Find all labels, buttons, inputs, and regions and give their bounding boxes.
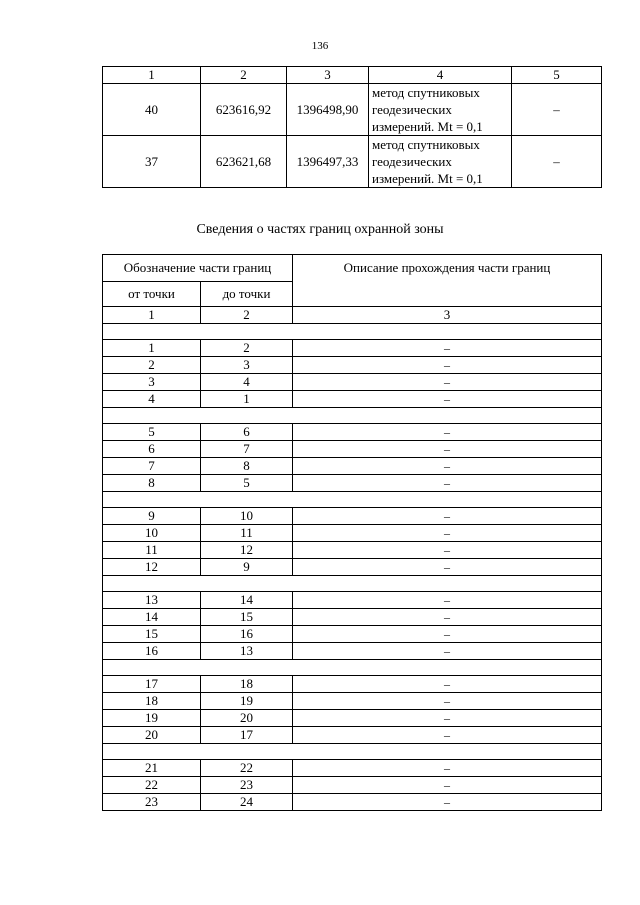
group-separator-cell: [103, 492, 602, 508]
description-value: –: [293, 609, 602, 626]
from-point: 21: [103, 760, 201, 777]
to-point: 7: [201, 441, 293, 458]
table-row: [103, 626, 602, 643]
to-point: 3: [201, 357, 293, 374]
to-point: 10: [201, 508, 293, 525]
from-point: 15: [103, 626, 201, 643]
group-separator-cell: [103, 408, 602, 424]
coords-col-number: 1: [103, 67, 201, 84]
to-point: 13: [201, 643, 293, 660]
to-point: 20: [201, 710, 293, 727]
to-point: 16: [201, 626, 293, 643]
to-point: 11: [201, 525, 293, 542]
to-point: 1: [201, 391, 293, 408]
description-value: –: [293, 794, 602, 811]
header-description: Описание прохождения части границ: [293, 255, 602, 307]
from-point: 2: [103, 357, 201, 374]
coords-row: [103, 136, 602, 188]
from-point: 12: [103, 559, 201, 576]
page-number: 136: [311, 40, 329, 52]
to-point: 5: [201, 475, 293, 492]
from-point: 17: [103, 676, 201, 693]
table-row: [103, 374, 602, 391]
table-row: [103, 710, 602, 727]
from-point: 9: [103, 508, 201, 525]
header-to-point: до точки: [201, 282, 293, 307]
col5-value: –: [512, 84, 602, 136]
from-point: 4: [103, 391, 201, 408]
parts-header-row: [103, 255, 602, 282]
coords-row: [103, 84, 602, 136]
table-row: [103, 592, 602, 609]
description-value: –: [293, 693, 602, 710]
description-value: –: [293, 525, 602, 542]
description-value: –: [293, 542, 602, 559]
to-point: 14: [201, 592, 293, 609]
from-point: 18: [103, 693, 201, 710]
from-point: 13: [103, 592, 201, 609]
from-point: 11: [103, 542, 201, 559]
to-point: 19: [201, 693, 293, 710]
description-value: –: [293, 424, 602, 441]
y-coordinate: 1396498,90: [287, 84, 369, 136]
header-from-point: от точки: [103, 282, 201, 307]
group-separator-cell: [103, 744, 602, 760]
description-value: –: [293, 357, 602, 374]
from-point: 23: [103, 794, 201, 811]
x-coordinate: 623616,92: [201, 84, 287, 136]
table-row: [103, 676, 602, 693]
description-value: –: [293, 760, 602, 777]
from-point: 6: [103, 441, 201, 458]
method-line: геодезических: [372, 154, 452, 169]
group-separator-row: [103, 576, 602, 592]
to-point: 22: [201, 760, 293, 777]
table-row: [103, 559, 602, 576]
method-description: [369, 84, 512, 136]
to-point: 8: [201, 458, 293, 475]
table-row: [103, 542, 602, 559]
description-value: –: [293, 727, 602, 744]
to-point: 24: [201, 794, 293, 811]
section-title: Сведения о частях границ охранной зоны: [196, 222, 444, 237]
to-point: 15: [201, 609, 293, 626]
to-point: 12: [201, 542, 293, 559]
table-row: [103, 424, 602, 441]
coords-col-number: 2: [201, 67, 287, 84]
x-coordinate: 623621,68: [201, 136, 287, 188]
header-boundary-designation: Обозначение части границ: [103, 255, 293, 282]
group-separator-row: [103, 408, 602, 424]
to-point: 4: [201, 374, 293, 391]
from-point: 22: [103, 777, 201, 794]
from-point: 5: [103, 424, 201, 441]
description-value: –: [293, 643, 602, 660]
to-point: 23: [201, 777, 293, 794]
method-line: геодезических: [372, 102, 452, 117]
point-number: 40: [103, 84, 201, 136]
table-row: [103, 643, 602, 660]
description-value: –: [293, 508, 602, 525]
description-value: –: [293, 710, 602, 727]
from-point: 7: [103, 458, 201, 475]
description-value: –: [293, 340, 602, 357]
boundary-parts-table: [102, 254, 602, 811]
to-point: 6: [201, 424, 293, 441]
from-point: 8: [103, 475, 201, 492]
method-line: измерений. Mt = 0,1: [372, 119, 483, 134]
table-row: [103, 794, 602, 811]
group-separator-cell: [103, 324, 602, 340]
table-row: [103, 340, 602, 357]
group-separator-row: [103, 324, 602, 340]
coords-col-number: 4: [369, 67, 512, 84]
group-separator-row: [103, 660, 602, 676]
to-point: 2: [201, 340, 293, 357]
group-separator-cell: [103, 660, 602, 676]
method-line: измерений. Mt = 0,1: [372, 171, 483, 186]
y-coordinate: 1396497,33: [287, 136, 369, 188]
table-row: [103, 760, 602, 777]
point-number: 37: [103, 136, 201, 188]
table-row: [103, 508, 602, 525]
coords-col-number: 5: [512, 67, 602, 84]
description-value: –: [293, 626, 602, 643]
description-value: –: [293, 777, 602, 794]
table-row: [103, 391, 602, 408]
description-value: –: [293, 458, 602, 475]
col-number: 2: [201, 307, 293, 324]
table-row: [103, 727, 602, 744]
table-row: [103, 609, 602, 626]
from-point: 10: [103, 525, 201, 542]
method-description: [369, 136, 512, 188]
method-line: метод спутниковых: [372, 137, 480, 152]
from-point: 3: [103, 374, 201, 391]
to-point: 9: [201, 559, 293, 576]
col-number: 3: [293, 307, 602, 324]
table-row: [103, 525, 602, 542]
from-point: 14: [103, 609, 201, 626]
col5-value: –: [512, 136, 602, 188]
coordinates-table: [102, 66, 602, 188]
description-value: –: [293, 676, 602, 693]
description-value: –: [293, 391, 602, 408]
method-line: метод спутниковых: [372, 85, 480, 100]
to-point: 17: [201, 727, 293, 744]
table-row: [103, 357, 602, 374]
description-value: –: [293, 441, 602, 458]
table-row: [103, 693, 602, 710]
table-row: [103, 458, 602, 475]
table-row: [103, 475, 602, 492]
group-separator-cell: [103, 576, 602, 592]
parts-col-numbers-row: [103, 307, 602, 324]
from-point: 20: [103, 727, 201, 744]
group-separator-row: [103, 492, 602, 508]
group-separator-row: [103, 744, 602, 760]
col-number: 1: [103, 307, 201, 324]
to-point: 18: [201, 676, 293, 693]
from-point: 19: [103, 710, 201, 727]
description-value: –: [293, 559, 602, 576]
description-value: –: [293, 475, 602, 492]
coords-header-row: [103, 67, 602, 84]
description-value: –: [293, 374, 602, 391]
from-point: 16: [103, 643, 201, 660]
from-point: 1: [103, 340, 201, 357]
description-value: –: [293, 592, 602, 609]
coords-col-number: 3: [287, 67, 369, 84]
table-row: [103, 441, 602, 458]
table-row: [103, 777, 602, 794]
